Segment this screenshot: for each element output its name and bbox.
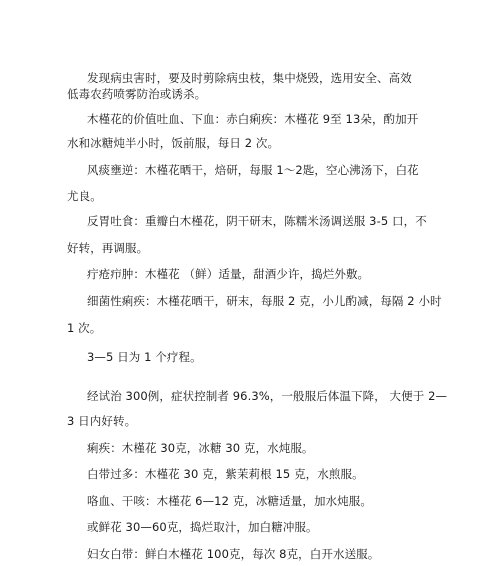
text-line: 发现病虫害时，要及时剪除病虫枝，集中烧毁，选用安全、高效 xyxy=(87,71,412,85)
text-line: 疔疮疖肿：木槿花 （鲜）适量，甜酒少许，捣烂外敷。 xyxy=(87,267,370,281)
text-line: 细菌性痢疾：木槿花晒干，研末，每服 2 克，小儿酌减，每隔 2 小时 xyxy=(87,294,442,308)
text-line: 痢疾：木槿花 30克，冰糖 30 克，水炖服。 xyxy=(87,441,314,455)
text-line: 尤良。 xyxy=(67,189,102,203)
text-line: 水和冰糖炖半小时，饭前服，每日 2 次。 xyxy=(67,136,280,150)
text-line: 3 日内好转。 xyxy=(67,414,137,428)
text-line: 经试治 300例，症状控制者 96.3%，一般服后体温下降， 大便于 2— xyxy=(87,389,448,403)
text-line: 好转，再调服。 xyxy=(67,241,149,255)
text-line: 木槿花的价值吐血、下血：赤白痢疾：木槿花 9至 13朵，酌加开 xyxy=(87,112,419,126)
text-line: 咯血、干咳：木槿花 6—12 克，冰糖适量，加水炖服。 xyxy=(87,494,372,508)
text-line: 或鲜花 30—60克，捣烂取汁，加白糖冲服。 xyxy=(87,520,318,534)
text-line: 妇女白带：鲜白木槿花 100克，每次 8克，白开水送服。 xyxy=(87,547,380,561)
text-line: 1 次。 xyxy=(67,321,102,335)
text-line: 反胃吐食：重瓣白木槿花，阴干研末，陈糯米汤调送服 3-5 口，不 xyxy=(87,214,427,228)
text-line: 低毒农药喷雾防治或诱杀。 xyxy=(67,87,207,101)
text-line: 3—5 日为 1 个疗程。 xyxy=(87,350,202,364)
text-line: 风痰壅逆：木槿花晒干，焙研，每服 1～2匙，空心沸汤下，白花 xyxy=(87,163,419,177)
text-line: 白带过多：木槿花 30 克，紫茉莉根 15 克，水煎服。 xyxy=(87,467,364,481)
